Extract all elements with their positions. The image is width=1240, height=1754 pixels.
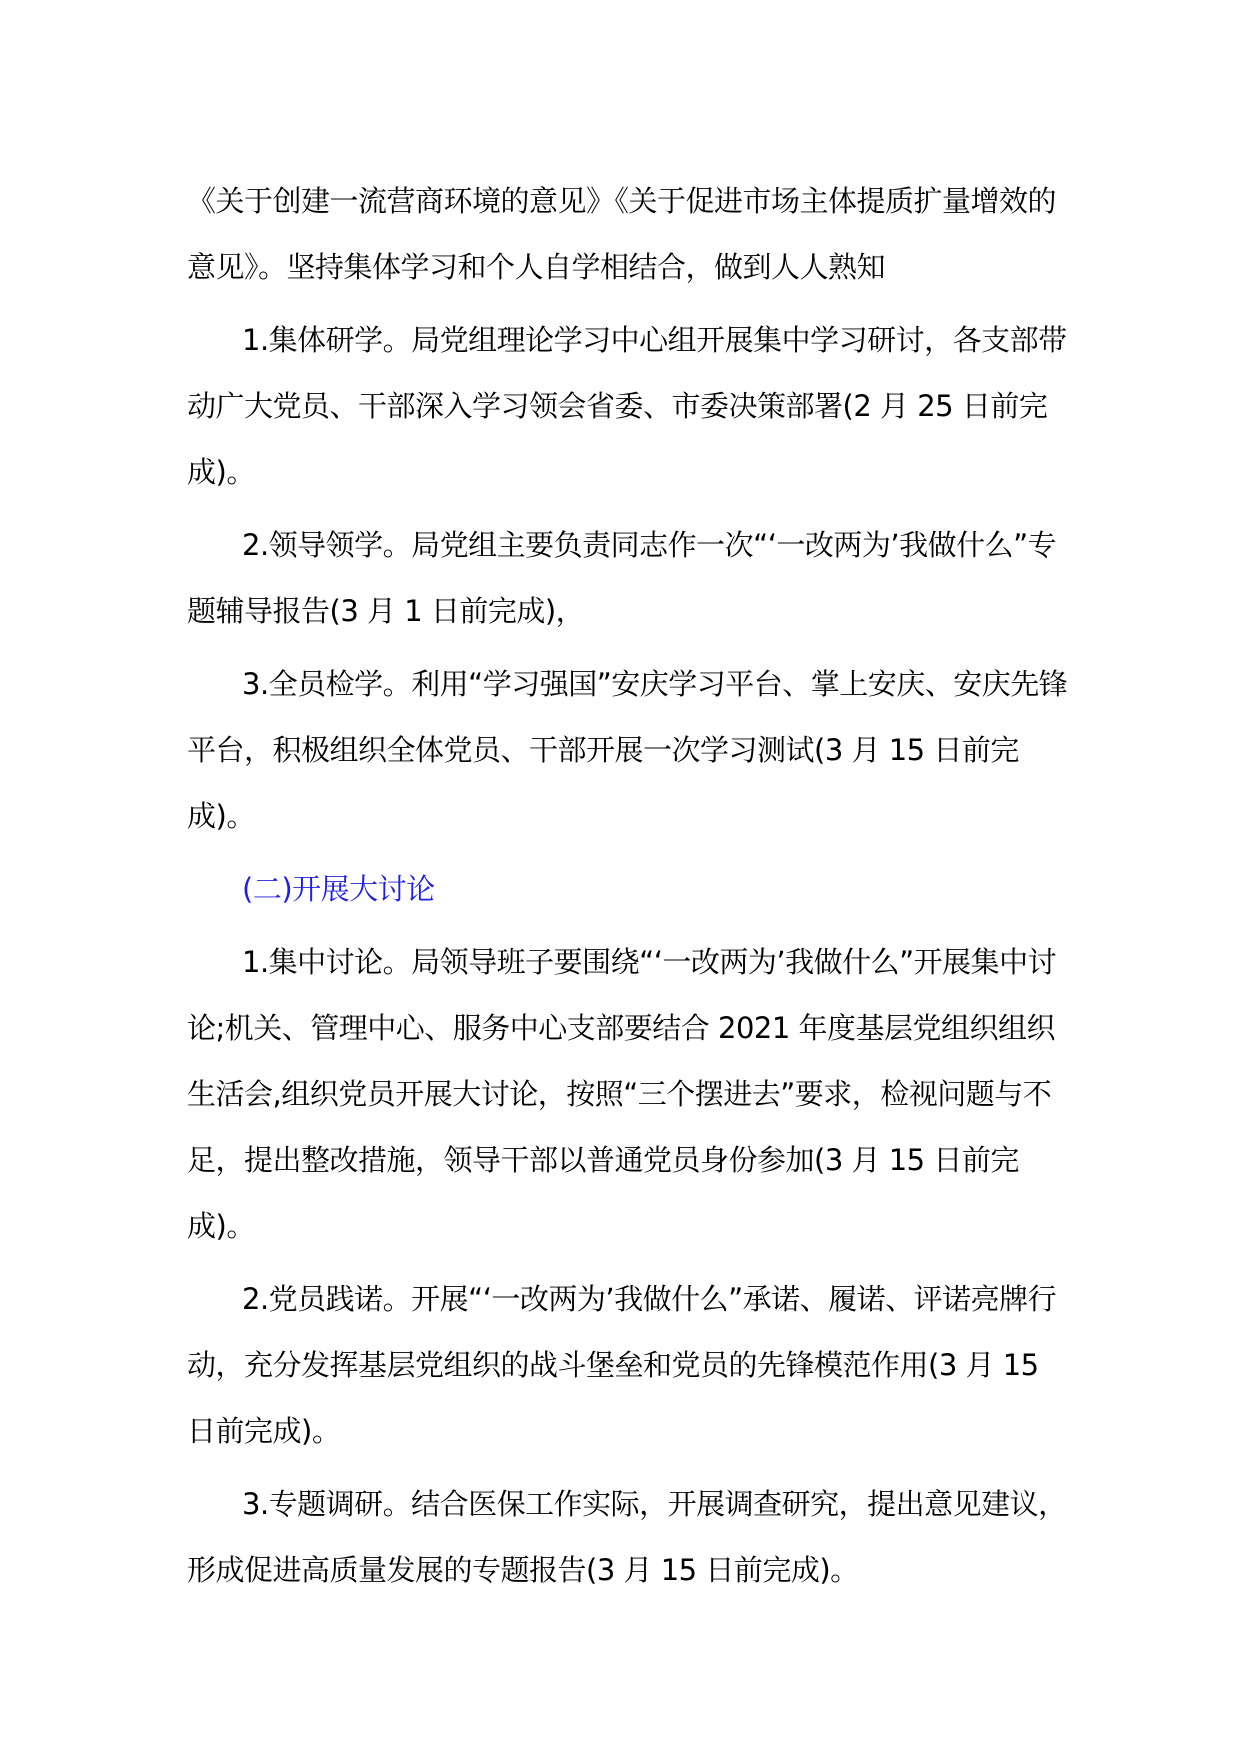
paragraph-intro-continuation: 《关于创建一流营商环境的意见》《关于促进市场主体提质扩量增效的意见》。坚持集体学习和个人自学相结合，做到人人熟知 xyxy=(187,184,1057,284)
paragraph-focused-discussion: 1.集中讨论。局领导班子要围绕“‘一改两为’我做什么”开展集中讨论;机关、管理中心、服务中心支部要结合 2021 年度基层党组织组织生活会,组织党员开展大讨论，按照“三个摆进去”要求，检视问题与不足，提出整改措施，领导干部以普通党员身份参加(3 月 15 日前完成)。 xyxy=(187,945,1057,1243)
section-heading: (二)开展大讨论 xyxy=(242,872,435,906)
paragraph-member-pledge: 2.党员践诺。开展“‘一改两为’我做什么”承诺、履诺、评诺亮牌行动，充分发挥基层党组织的战斗堡垒和党员的先锋模范作用(3 月 15 日前完成)。 xyxy=(187,1282,1057,1448)
paragraph-leader-study: 2.领导领学。局党组主要负责同志作一次“‘一改两为’我做什么”专题辅导报告(3 月 1 日前完成)， xyxy=(187,528,1057,628)
paragraph-collective-study: 1.集体研学。局党组理论学习中心组开展集中学习研讨，各支部带动广大党员、干部深入学习领会省委、市委决策部署(2 月 25 日前完成)。 xyxy=(187,323,1067,489)
paragraph-special-research: 3.专题调研。结合医保工作实际，开展调查研究，提出意见建议，形成促进高质量发展的专题报告(3 月 15 日前完成)。 xyxy=(187,1487,1067,1587)
document-body xyxy=(187,168,1072,1610)
paragraph-all-staff-study: 3.全员检学。利用“学习强国”安庆学习平台、掌上安庆、安庆先锋平台，积极组织全体党员、干部开展一次学习测试(3 月 15 日前完成)。 xyxy=(187,667,1068,833)
